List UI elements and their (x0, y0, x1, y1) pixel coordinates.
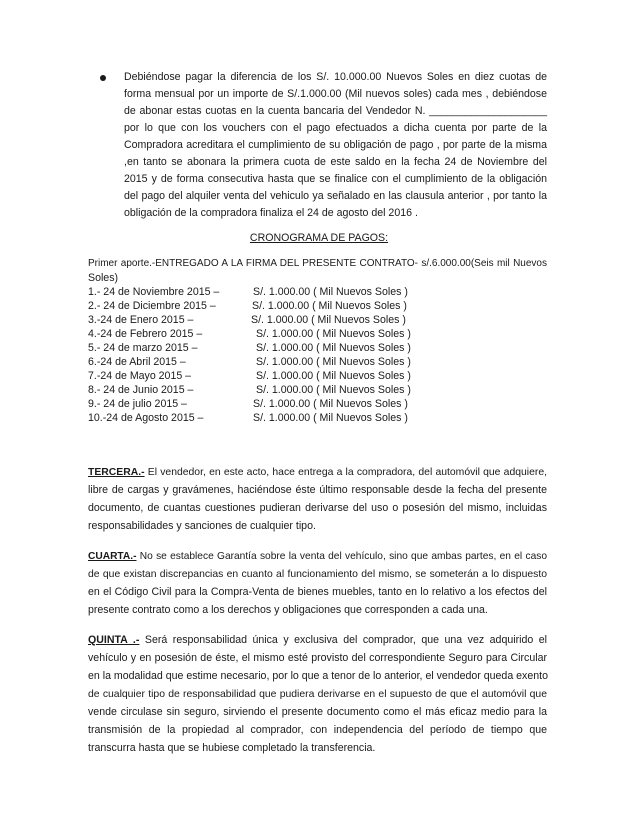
clause-text: El vendedor, en este acto, hace entrega a la compradora, del automóvil que adquiere, (144, 467, 547, 478)
bullet-line: del pago del alquiler venta del vehiculo ya señalado en las clausula anterior , por tanto la (124, 190, 547, 202)
bullet-line: obligación de la compradora finaliza el 24 de agosto del 2016 . (124, 207, 418, 219)
payment-amount: S/. 1.000.00 ( Mil Nuevos Soles ) (253, 286, 408, 298)
payment-date: 4.-24 de Febrero 2015 – (88, 328, 203, 340)
payment-date: 1.- 24 de Noviembre 2015 – (88, 286, 220, 298)
payment-date: 8.- 24 de Junio 2015 – (88, 384, 194, 396)
clause-cuarta-line (88, 549, 547, 564)
payment-date: 3.-24 de Enero 2015 – (88, 314, 194, 326)
clause-quinta-line: transmisión de la propiedad al comprador, con independencia del período de tiempo que (88, 724, 547, 736)
payment-amount: S/. 1.000.00 ( Mil Nuevos Soles ) (252, 300, 407, 312)
bullet-line: ,en tanto se abonara la primera cuota de este saldo en la fecha 24 de Noviembre del (124, 156, 547, 168)
clause-cuarta-line: de que existan discrepancias en cuanto al funcionamiento del mismo, se someterán a lo dispuesto (88, 569, 547, 580)
payment-amount: S/. 1.000.00 ( Mil Nuevos Soles ) (256, 328, 411, 340)
payment-amount: S/. 1.000.00 ( Mil Nuevos Soles ) (251, 314, 406, 326)
clause-tercera-line: documento, de cuantas cuestiones pudieran derivarse del uso o posesión del mismo, incluidas (88, 502, 547, 514)
clause-text: Será responsabilidad única y exclusiva del comprador, que una vez adquirido el (139, 634, 547, 646)
bullet-line: Debiéndose pagar la diferencia de los S/. 10.000.00 Nuevos Soles en diez cuotas de (124, 71, 547, 83)
payment-date: 10.-24 de Agosto 2015 – (88, 412, 204, 424)
payment-date: 5.- 24 de marzo 2015 – (88, 342, 198, 354)
clause-quinta-line: de cualquier tipo de responsabilidad que pudiera derivarse en el supuesto de que el automóvil que (88, 689, 547, 700)
clause-heading: CUARTA.- (88, 551, 137, 562)
payment-date: 2.- 24 de Diciembre 2015 – (88, 300, 216, 312)
first-payment-line: Soles) (88, 272, 119, 284)
clause-heading: TERCERA.- (88, 467, 145, 478)
clause-quinta-line: vehículo y en posesión de éste, el mismo esté provisto del correspondiente Seguro para Circular (88, 652, 547, 664)
payment-date: 7.-24 de Mayo 2015 – (88, 370, 192, 382)
first-payment-line: Primer aporte.-ENTREGADO A LA FIRMA DEL PRESENTE CONTRATO- s/.6.000.00(Seis mil Nuevos (88, 258, 547, 269)
bullet-icon (100, 75, 106, 81)
payment-date: 6.-24 de Abril 2015 – (88, 356, 186, 368)
clause-cuarta-line: presente contrato como a los derechos y obligaciones que corresponden a cada una. (88, 604, 488, 616)
payment-amount: S/. 1.000.00 ( Mil Nuevos Soles ) (256, 384, 411, 396)
bullet-line: de abonar estas cuotas en la cuenta bancaria del Vendedor N. ____________________ (124, 105, 547, 117)
bullet-line: forma mensual por un importe de S/.1.000.00 (Mil nuevos soles) cada mes , debiéndose (124, 88, 547, 100)
payment-amount: S/. 1.000.00 ( Mil Nuevos Soles ) (253, 398, 408, 410)
cronograma-title: CRONOGRAMA DE PAGOS: (249, 232, 389, 244)
payment-amount: S/. 1.000.00 ( Mil Nuevos Soles ) (256, 356, 411, 368)
clause-quinta-line (88, 633, 547, 648)
payment-date: 9.- 24 de julio 2015 – (88, 398, 187, 410)
bullet-line: 2015 y de forma consecutiva hasta que se finalice con el cumplimiento de la obligación (124, 173, 547, 185)
bullet-line: Compradora acreditara el cumplimiento de su obligación de pago , por parte de la misma (124, 139, 547, 151)
clause-text: No se establece Garantía sobre la venta del vehículo, sino que ambas partes, en el caso (136, 551, 547, 562)
payment-amount: S/. 1.000.00 ( Mil Nuevos Soles ) (256, 370, 411, 382)
clause-quinta-line: vende circulase sin seguro, sirviendo el presente documento como el más eficaz medio para la (88, 706, 547, 718)
clause-quinta-line: en la modalidad que estime necesario, por lo que a tenor de lo anterior, el vendedor queda exento (88, 670, 548, 682)
clause-quinta-line: transcurra hasta que se hubiese completado la transferencia. (88, 742, 376, 754)
bullet-line: por lo que con los vouchers con el pago efectuados a dicha cuenta por parte de la (124, 122, 547, 134)
payment-amount: S/. 1.000.00 ( Mil Nuevos Soles ) (256, 342, 411, 354)
clause-heading: QUINTA .- (88, 634, 140, 646)
clause-tercera-line (88, 465, 547, 480)
clause-cuarta-line: en el Código Civil para la Compra-Venta de bienes muebles, tanto en lo relativo a los efectos del (88, 586, 547, 598)
clause-tercera-line: responsabilidades y sanciones de cualquier tipo. (88, 520, 316, 532)
payment-amount: S/. 1.000.00 ( Mil Nuevos Soles ) (253, 412, 408, 424)
clause-tercera-line: libre de cargas y gravámenes, haciéndose éste último responsable desde la fecha del presente (88, 484, 547, 496)
